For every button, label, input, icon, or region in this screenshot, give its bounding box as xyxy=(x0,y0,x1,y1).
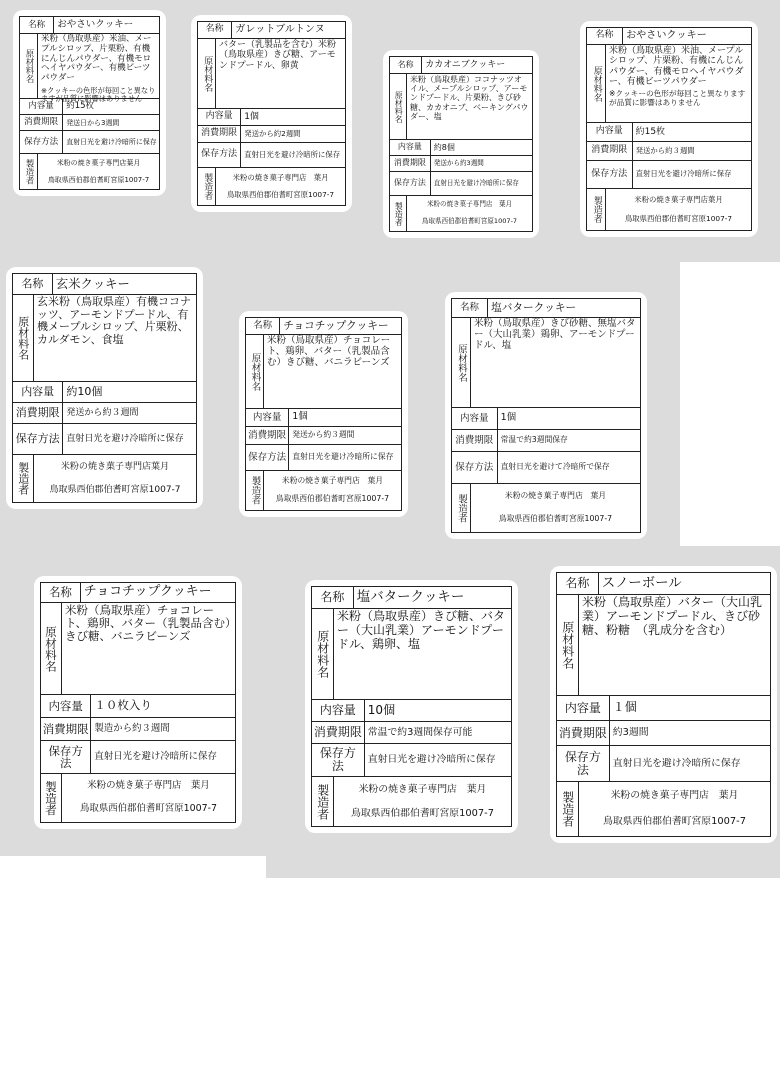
ingredients-label: 原材料名 xyxy=(557,595,579,695)
content-label: 内容量 xyxy=(452,408,498,429)
allergen-note: ※クッキーの色形が毎回こと異なりますが品質に影響はありません xyxy=(609,89,746,108)
maker-address: 鳥取県西伯郡伯耆町宮原1007-7 xyxy=(603,816,746,828)
name-label: 名称 xyxy=(587,28,623,44)
name-label: 名称 xyxy=(312,587,354,608)
product-name: スノーボール xyxy=(601,575,682,591)
allergen-note: ※クッキーの色形が毎回こと異なりますが品質に影響はありません xyxy=(41,85,156,104)
maker-name: 米粉の焼き菓子専門店 葉月 xyxy=(610,790,739,802)
storage-method: 直射日光を避け冷暗所に保存 xyxy=(292,452,394,462)
name-label: 名称 xyxy=(41,583,81,602)
label-table xyxy=(451,298,641,533)
ingredients-row xyxy=(20,34,159,104)
name-label: 名称 xyxy=(13,274,53,294)
expiry-label: 消費期限 xyxy=(312,722,365,743)
expiry-row xyxy=(312,722,511,744)
maker-cell xyxy=(334,777,511,826)
expiry-value: 製造から約３週間 xyxy=(94,722,170,734)
expiry-row xyxy=(198,126,345,143)
expiry-value: 発送から約３週間 xyxy=(292,430,355,440)
expiry-label: 消費期限 xyxy=(13,403,63,423)
label-table xyxy=(586,27,752,231)
maker-name: 米粉の焼き菓子専門店葉月 xyxy=(60,462,170,473)
content-amount: 1個 xyxy=(244,111,259,122)
storage-label: 保存方法 xyxy=(13,424,63,454)
storage-label: 保存方法 xyxy=(20,131,63,153)
product-label-card xyxy=(550,566,777,843)
expiry-label: 消費期限 xyxy=(557,721,610,745)
name-label: 名称 xyxy=(246,318,280,334)
product-name: チョコチップクッキー xyxy=(283,318,389,332)
product-label-card xyxy=(383,50,539,238)
content-row xyxy=(557,696,770,721)
content-amount: 約10個 xyxy=(66,384,103,398)
ingredients-text: 米粉（鳥取県産）バター（大山乳業）アーモンドプードル、きび砂糖、粉糖 （乳成分を含む） xyxy=(582,595,763,637)
ingredients-cell xyxy=(579,595,770,695)
storage-label: 保存方法 xyxy=(587,161,633,188)
expiry-label: 消費期限 xyxy=(390,156,431,171)
name-row xyxy=(13,274,196,295)
content-amount: 約8個 xyxy=(433,142,455,152)
content-row xyxy=(587,123,751,142)
product-name: カカオニブクッキー xyxy=(425,59,506,70)
name-row xyxy=(452,299,640,318)
product-name: チョコチップクッキー xyxy=(83,584,212,600)
ingredients-text: 米粉（鳥取県産）チョコレート、鶏卵、バター（乳製品含む）きび糖、バニラビーンズ xyxy=(65,603,231,644)
name-row xyxy=(587,28,751,45)
maker-cell xyxy=(606,189,751,230)
maker-label: 製造者 xyxy=(390,196,407,231)
product-name: 塩バタークッキー xyxy=(491,300,577,314)
content-row xyxy=(246,409,401,427)
storage-method: 直射日光を避け冷暗所に保存 xyxy=(66,433,184,444)
maker-row xyxy=(41,774,235,822)
maker-row xyxy=(20,154,159,189)
expiry-label: 消費期限 xyxy=(246,427,289,444)
ingredients-cell xyxy=(38,34,159,104)
name-row xyxy=(390,57,532,74)
expiry-row xyxy=(390,156,532,172)
maker-label: 製造者 xyxy=(13,455,34,502)
product-label-card xyxy=(13,10,166,196)
ingredients-row xyxy=(390,74,532,140)
content-label: 内容量 xyxy=(312,700,365,721)
storage-method: 直射日光を避け冷暗所に保存 xyxy=(94,750,217,762)
content-row xyxy=(41,695,235,718)
maker-row xyxy=(587,189,751,230)
product-label-card xyxy=(6,267,203,509)
storage-method: 直射日光を避け冷暗所に保存 xyxy=(244,149,341,159)
maker-cell xyxy=(407,196,532,231)
maker-row xyxy=(198,168,345,205)
ingredients-label: 原材料名 xyxy=(312,609,334,699)
maker-row xyxy=(390,196,532,231)
maker-cell xyxy=(216,168,345,205)
content-row xyxy=(13,382,196,403)
ingredients-label: 原材料名 xyxy=(198,39,216,108)
product-label-card xyxy=(305,580,518,833)
content-row xyxy=(390,140,532,156)
expiry-value: 約3週間 xyxy=(612,727,649,739)
maker-cell xyxy=(38,154,159,189)
expiry-value: 発送から約３週間 xyxy=(66,407,139,418)
ingredients-label: 原材料名 xyxy=(20,34,38,98)
label-table xyxy=(197,21,346,206)
content-label: 内容量 xyxy=(390,140,431,155)
ingredients-text: バター（乳製品を含む）米粉（鳥取県産）きび糖、アーモンドプードル、卵黄 xyxy=(219,40,337,71)
ingredients-row xyxy=(557,595,770,696)
product-name: 玄米クッキー xyxy=(55,276,130,291)
label-table xyxy=(19,16,160,190)
maker-name: 米粉の焼き菓子専門店 葉月 xyxy=(426,200,513,209)
ingredients-row xyxy=(13,295,196,382)
name-row xyxy=(246,318,401,335)
storage-method: 直射日光を避け冷暗所に保存 xyxy=(66,138,157,146)
maker-row xyxy=(312,777,511,826)
ingredients-row xyxy=(452,318,640,408)
product-label-card xyxy=(580,21,758,237)
ingredients-cell xyxy=(606,45,751,122)
expiry-row xyxy=(41,718,235,741)
storage-label: 保存方法 xyxy=(452,452,498,483)
expiry-row xyxy=(246,427,401,445)
storage-row xyxy=(452,452,640,484)
ingredients-row xyxy=(587,45,751,123)
label-table xyxy=(556,572,771,837)
maker-label: 製造者 xyxy=(246,471,264,510)
ingredients-label: 原材料名 xyxy=(13,295,34,381)
maker-label: 製造者 xyxy=(587,189,606,230)
maker-address: 鳥取県西伯郡伯耆町宮原1007-7 xyxy=(79,803,217,815)
name-label: 名称 xyxy=(198,22,232,38)
product-name: おやさいクッキー xyxy=(626,30,707,42)
content-label: 内容量 xyxy=(13,382,63,402)
storage-row xyxy=(390,172,532,196)
storage-label: 保存方法 xyxy=(390,172,431,195)
ingredients-label: 原材料名 xyxy=(246,335,264,408)
ingredients-text: 米粉（鳥取県産）ココナッツオイル、メープルシロップ、アーモンドプードル、片栗粉、きび砂糖、カカオニブ、ベーキングパウダー、塩 xyxy=(410,75,529,121)
expiry-label: 消費期限 xyxy=(20,115,63,130)
maker-address: 鳥取県西伯郡伯耆町宮原1007-7 xyxy=(421,216,518,225)
storage-label: 保存方法 xyxy=(312,744,365,776)
maker-cell xyxy=(34,455,196,502)
content-amount: 10個 xyxy=(367,702,396,717)
name-label: 名称 xyxy=(557,573,599,594)
name-label: 名称 xyxy=(452,299,488,317)
label-table xyxy=(40,582,236,823)
maker-label: 製造者 xyxy=(452,484,471,532)
ingredients-row xyxy=(41,603,235,695)
ingredients-cell xyxy=(216,39,345,108)
ingredients-row xyxy=(312,609,511,700)
name-row xyxy=(41,583,235,603)
expiry-row xyxy=(557,721,770,746)
expiry-value: 常温で約3週間保存 xyxy=(500,435,568,445)
product-name: ガレットブルトンヌ xyxy=(235,24,325,36)
label-table xyxy=(12,273,197,503)
maker-row xyxy=(246,471,401,510)
storage-row xyxy=(41,741,235,774)
maker-address: 鳥取県西伯郡伯耆町宮原1007-7 xyxy=(624,214,733,224)
content-amount: 約15枚 xyxy=(66,100,95,111)
maker-label: 製造者 xyxy=(41,774,62,822)
name-row xyxy=(20,17,159,34)
expiry-value: 発送から約３週間 xyxy=(635,145,695,155)
maker-address: 鳥取県西伯郡伯耆町宮原1007-7 xyxy=(47,175,150,184)
maker-label: 製造者 xyxy=(20,154,38,189)
content-amount: １０枚入り xyxy=(94,698,152,713)
storage-method: 直射日光を避け冷暗所に保存 xyxy=(433,178,519,187)
expiry-row xyxy=(587,142,751,161)
maker-address: 鳥取県西伯郡伯耆町宮原1007-7 xyxy=(351,807,494,819)
content-row xyxy=(312,700,511,722)
maker-cell xyxy=(264,471,401,510)
ingredients-label: 原材料名 xyxy=(587,45,606,122)
content-row xyxy=(20,99,159,115)
maker-cell xyxy=(471,484,640,532)
product-label-card xyxy=(445,292,647,539)
label-table xyxy=(245,317,402,511)
storage-label: 保存方法 xyxy=(557,746,610,781)
maker-address: 鳥取県西伯郡伯耆町宮原1007-7 xyxy=(498,514,613,524)
ingredients-cell xyxy=(407,74,532,139)
maker-name: 米粉の焼き菓子専門店 葉月 xyxy=(87,780,210,792)
maker-label: 製造者 xyxy=(198,168,216,205)
maker-row xyxy=(13,455,196,502)
ingredients-cell xyxy=(62,603,235,694)
ingredients-cell xyxy=(471,318,640,407)
storage-row xyxy=(557,746,770,782)
content-label: 内容量 xyxy=(246,409,289,426)
content-label: 内容量 xyxy=(41,695,91,717)
storage-label: 保存方法 xyxy=(246,445,289,470)
label-table xyxy=(311,586,512,827)
ingredients-label: 原材料名 xyxy=(452,318,471,407)
content-label: 内容量 xyxy=(20,99,63,114)
name-row xyxy=(557,573,770,595)
ingredients-label: 原材料名 xyxy=(390,74,407,139)
expiry-label: 消費期限 xyxy=(587,142,633,160)
ingredients-row xyxy=(198,39,345,109)
expiry-label: 消費期限 xyxy=(198,126,241,142)
content-label: 内容量 xyxy=(557,696,610,720)
expiry-label: 消費期限 xyxy=(452,430,498,451)
storage-method: 直射日光を避けて冷暗所で保存 xyxy=(500,462,610,472)
expiry-row xyxy=(13,403,196,424)
expiry-row xyxy=(20,115,159,131)
storage-method: 直射日光を避け冷暗所に保存 xyxy=(635,169,732,179)
maker-address: 鳥取県西伯郡伯耆町宮原1007-7 xyxy=(49,484,181,495)
maker-address: 鳥取県西伯郡伯耆町宮原1007-7 xyxy=(226,190,335,200)
name-row xyxy=(198,22,345,39)
maker-name: 米粉の焼き菓子専門店 葉月 xyxy=(504,491,607,501)
expiry-value: 発送から約3週間 xyxy=(433,158,484,167)
maker-name: 米粉の焼き菓子専門店葉月 xyxy=(56,159,141,168)
ingredients-text: 玄米粉（鳥取県産）有機ココナッツ、アーモンドプードル、有機メープルシロップ、片栗粉、カルダモン、食塩 xyxy=(37,295,191,346)
storage-row xyxy=(198,143,345,168)
content-amount: 約15枚 xyxy=(635,126,666,137)
content-amount: １個 xyxy=(612,700,637,715)
product-label-card xyxy=(191,15,352,212)
product-name: 塩バタークッキー xyxy=(356,589,465,605)
ingredients-text: 米粉（鳥取県産）きび糖、バター（大山乳業）アーモンドプードル、鶏卵、塩 xyxy=(337,609,506,651)
name-label: 名称 xyxy=(20,17,54,33)
maker-cell xyxy=(62,774,235,822)
ingredients-text: 米粉（鳥取県産）チョコレート、鶏卵、バター（乳製品含む）きび糖、バニラビーンズ xyxy=(267,335,391,368)
content-amount: 1個 xyxy=(500,412,517,424)
product-label-card xyxy=(34,576,242,829)
ingredients-text: 米粉（鳥取県産）きび砂糖、無塩バター（大山乳業）鶏卵、アーモンドプードル、塩 xyxy=(474,318,636,351)
expiry-value: 発送日から3週間 xyxy=(66,118,120,127)
expiry-value: 常温で約3週間保存可能 xyxy=(367,726,473,738)
product-name: おやさいクッキー xyxy=(57,18,134,30)
background-panel-lower-right xyxy=(266,856,780,878)
maker-name: 米粉の焼き菓子専門店 葉月 xyxy=(281,475,384,485)
storage-label: 保存方法 xyxy=(41,741,91,773)
ingredients-cell xyxy=(334,609,511,699)
storage-row xyxy=(246,445,401,471)
maker-cell xyxy=(579,782,770,836)
expiry-row xyxy=(452,430,640,452)
maker-row xyxy=(557,782,770,836)
storage-method: 直射日光を避け冷暗所に保存 xyxy=(367,754,496,766)
maker-row xyxy=(452,484,640,532)
content-row xyxy=(198,109,345,126)
expiry-label: 消費期限 xyxy=(41,718,91,740)
storage-row xyxy=(13,424,196,455)
maker-label: 製造者 xyxy=(557,782,579,836)
storage-label: 保存方法 xyxy=(198,143,241,167)
storage-row xyxy=(587,161,751,189)
expiry-value: 発送から約2週間 xyxy=(244,128,301,138)
ingredients-cell xyxy=(34,295,196,381)
ingredients-text: 米粉（鳥取県産）米油、メープルシロップ、片栗粉、有機にんじんパウダー、有機モロヘイヤパウダー、有機ビーツパウダー xyxy=(41,34,152,84)
ingredients-row xyxy=(246,335,401,409)
storage-method: 直射日光を避け冷暗所に保存 xyxy=(612,757,741,769)
ingredients-cell xyxy=(264,335,401,408)
storage-row xyxy=(312,744,511,777)
name-row xyxy=(312,587,511,609)
maker-name: 米粉の焼き菓子専門店 葉月 xyxy=(358,784,487,796)
content-label: 内容量 xyxy=(198,109,241,125)
maker-label: 製造者 xyxy=(312,777,334,826)
content-row xyxy=(452,408,640,430)
content-amount: 1個 xyxy=(292,411,308,423)
content-label: 内容量 xyxy=(587,123,633,141)
maker-address: 鳥取県西伯郡伯耆町宮原1007-7 xyxy=(275,494,390,504)
ingredients-label: 原材料名 xyxy=(41,603,62,694)
name-label: 名称 xyxy=(390,57,422,73)
maker-name: 米粉の焼き菓子専門店葉月 xyxy=(634,194,723,204)
ingredients-text: 米粉（鳥取県産）米油、メープルシロップ、片栗粉、有機にんじんパウダー、有機モロヘイヤパウダー、有機ビーツパウダー xyxy=(609,46,744,88)
storage-row xyxy=(20,131,159,154)
product-label-card xyxy=(239,311,408,517)
maker-name: 米粉の焼き菓子専門店 葉月 xyxy=(232,172,329,182)
label-table xyxy=(389,56,533,232)
